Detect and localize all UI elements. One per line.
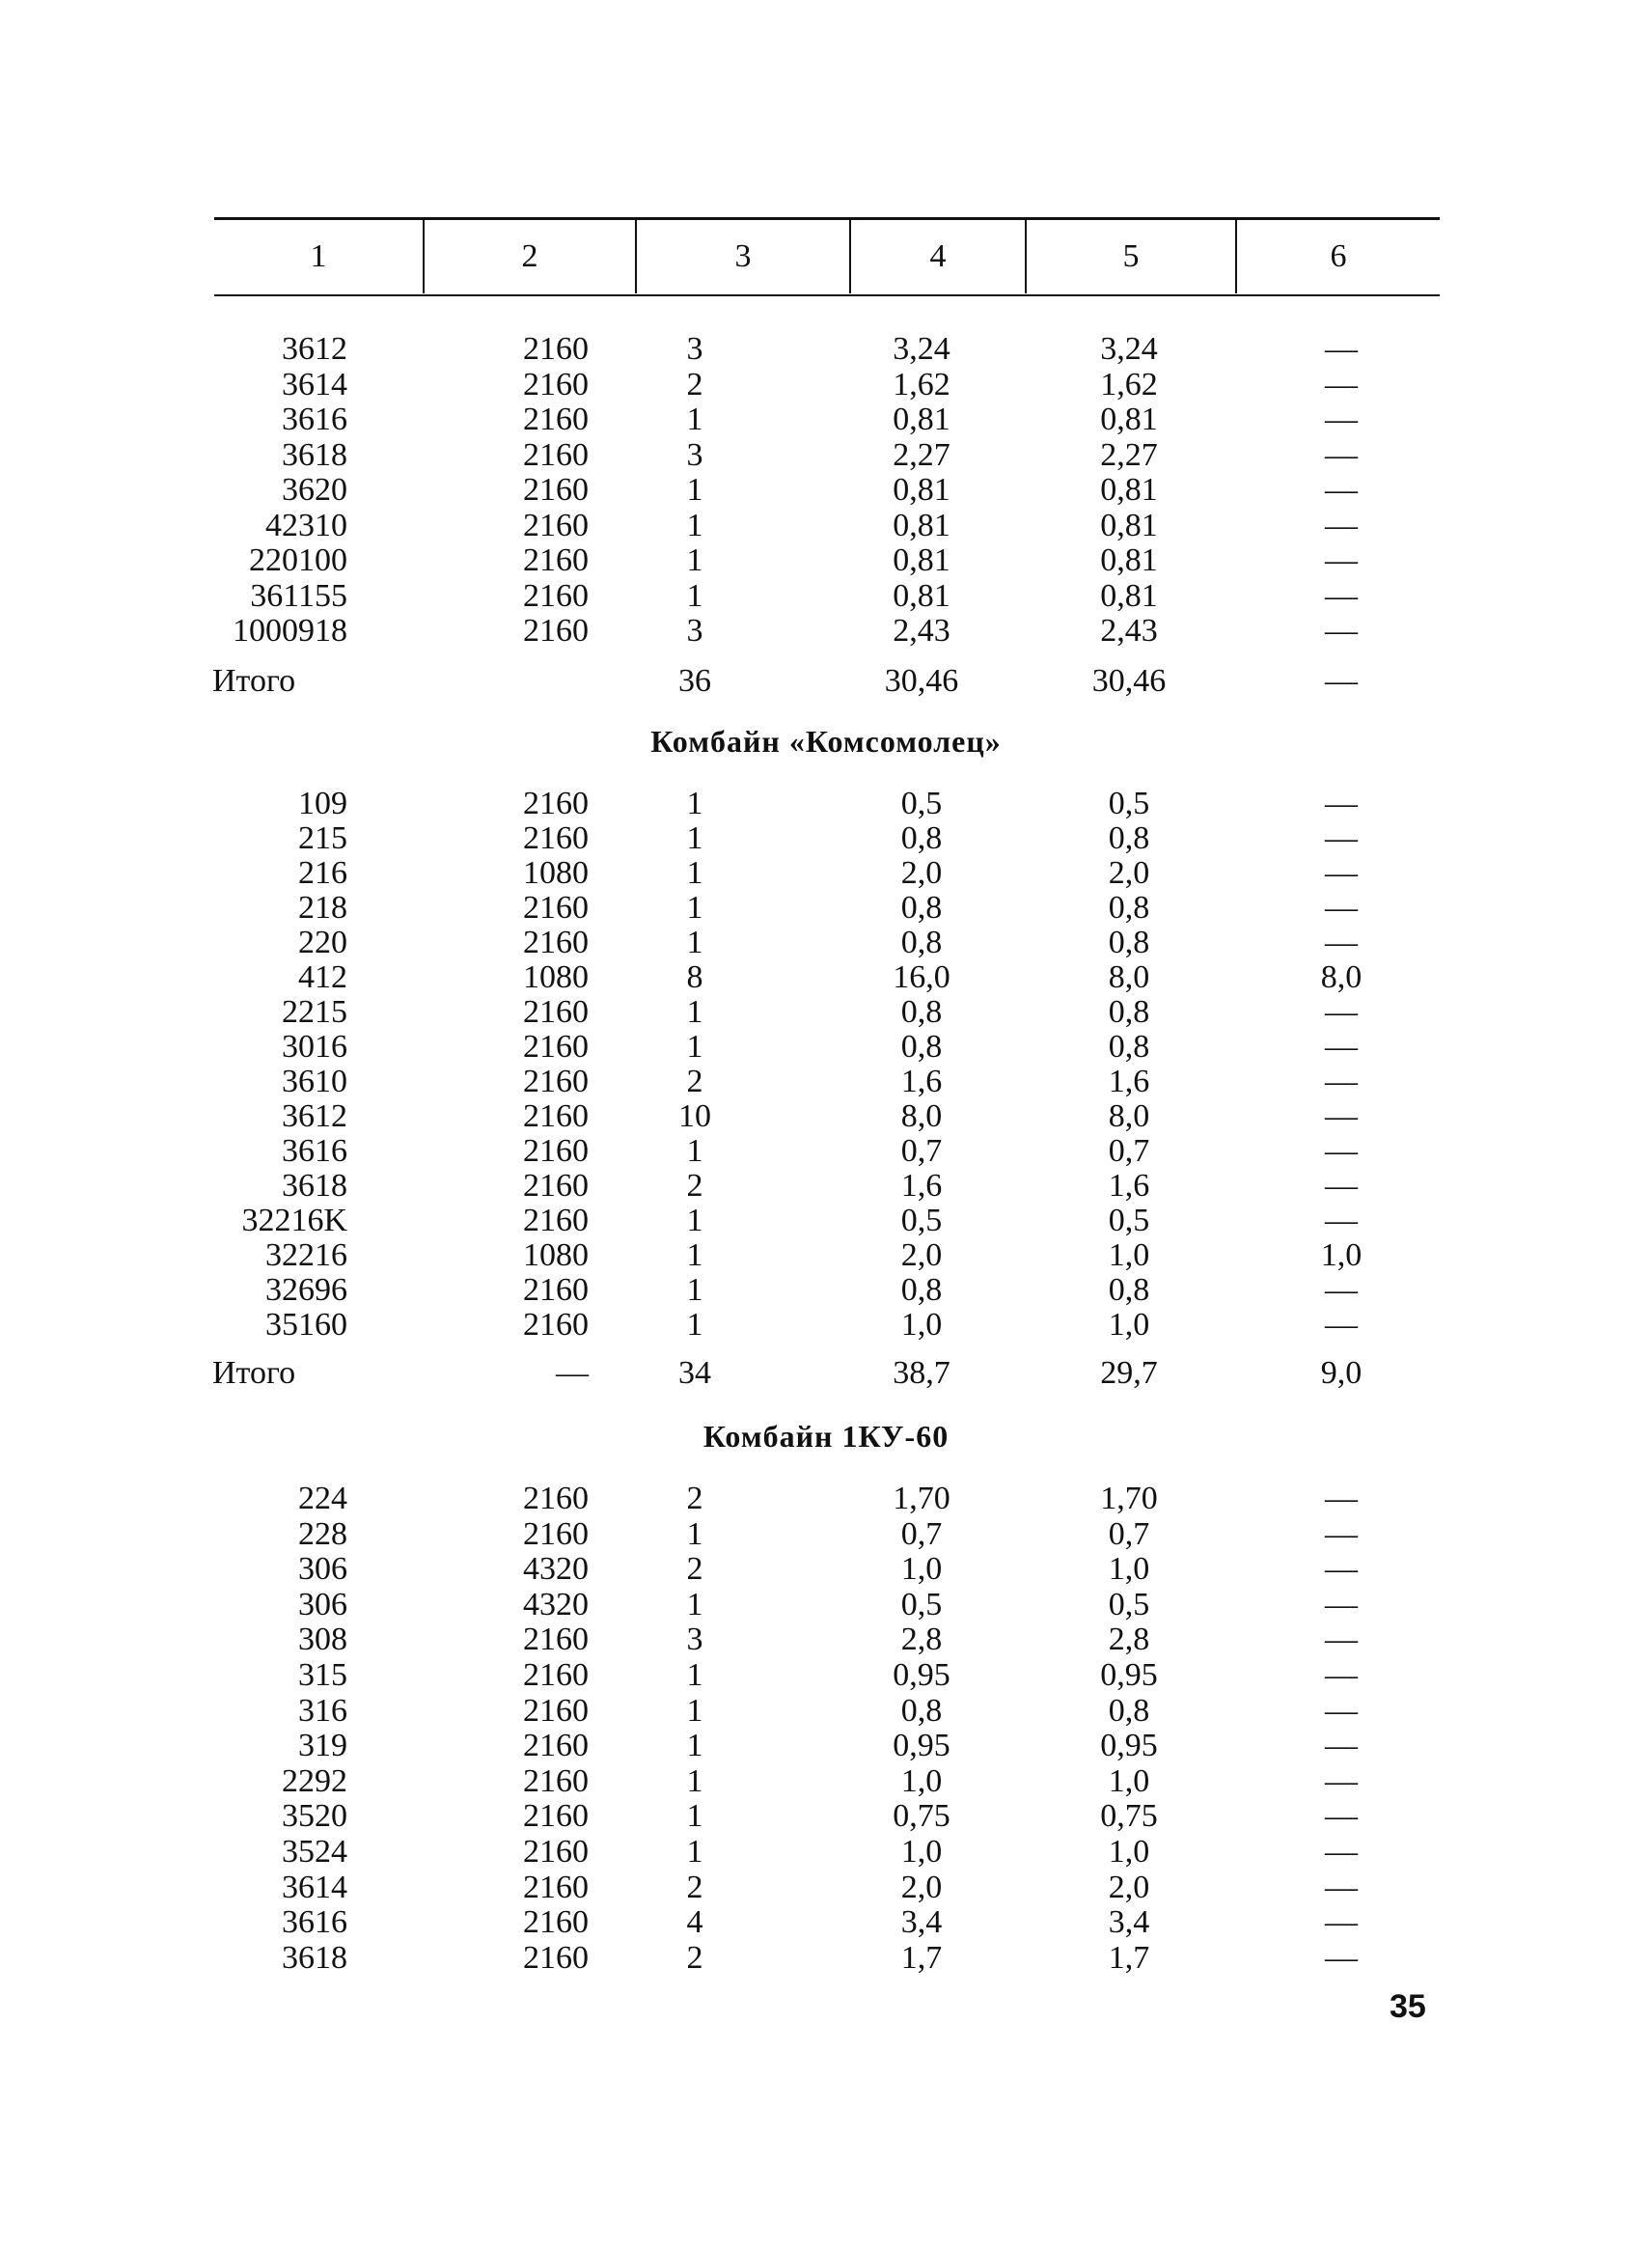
value-part: 0,5 <box>1108 1203 1150 1238</box>
quantity-base: — <box>556 1355 589 1391</box>
count: 10 <box>678 1098 711 1134</box>
value-part: 30,46 <box>1091 663 1167 699</box>
item-code: 3610 <box>282 1064 347 1099</box>
count: 2 <box>686 1939 703 1976</box>
count: 2 <box>686 366 703 402</box>
page-number: 35 <box>1390 1988 1426 2025</box>
value-total: 2,0 <box>900 1237 943 1273</box>
item-code: 319 <box>298 1728 347 1764</box>
value-total: 0,8 <box>900 1272 943 1308</box>
value-extra: — <box>1325 1203 1358 1238</box>
count: 1 <box>686 402 703 437</box>
item-code: 316 <box>298 1692 347 1729</box>
value-total: 2,8 <box>900 1621 943 1658</box>
table-row <box>0 995 1652 1030</box>
count: 2 <box>686 1064 703 1099</box>
quantity-base: 2160 <box>523 1029 589 1065</box>
value-part: 0,5 <box>1108 786 1150 821</box>
value-extra: — <box>1325 820 1358 856</box>
value-part: 0,95 <box>1100 1728 1158 1764</box>
item-code: 306 <box>298 1586 347 1622</box>
quantity-base: 2160 <box>523 1307 589 1343</box>
item-code: 215 <box>298 820 347 856</box>
quantity-base: 2160 <box>523 1064 589 1099</box>
value-total: 1,6 <box>900 1064 943 1099</box>
item-code: 228 <box>298 1515 347 1552</box>
table-row <box>0 926 1652 960</box>
column-header: 5 <box>1122 238 1140 274</box>
quantity-base: 2160 <box>523 1692 589 1729</box>
value-extra: — <box>1325 1307 1358 1343</box>
value-part: 0,81 <box>1100 507 1158 543</box>
value-part: 0,81 <box>1100 472 1158 508</box>
value-total: 3,4 <box>900 1904 943 1941</box>
item-code: 32696 <box>265 1272 347 1308</box>
quantity-base: 2160 <box>523 1481 589 1516</box>
quantity-base: 2160 <box>523 1939 589 1976</box>
quantity-base: 2160 <box>523 1133 589 1169</box>
table-row <box>0 960 1652 995</box>
count: 1 <box>686 1272 703 1308</box>
table-row <box>0 1134 1652 1169</box>
value-extra: — <box>1325 1064 1358 1099</box>
count: 3 <box>686 1621 703 1658</box>
value-extra: — <box>1325 925 1358 960</box>
item-code: 3618 <box>282 1168 347 1204</box>
value-part: 0,75 <box>1100 1798 1158 1835</box>
value-extra: — <box>1325 1621 1358 1658</box>
value-total: 0,95 <box>893 1657 950 1693</box>
value-total: 1,0 <box>900 1762 943 1799</box>
quantity-base: 2160 <box>523 472 589 508</box>
item-code: 32216K <box>241 1203 347 1238</box>
value-total: 2,0 <box>900 855 943 891</box>
value-total: 2,0 <box>900 1869 943 1905</box>
value-extra: — <box>1325 1586 1358 1622</box>
value-extra: — <box>1325 1098 1358 1134</box>
quantity-base: 2160 <box>523 890 589 926</box>
table-row <box>0 1065 1652 1099</box>
quantity-base: 2160 <box>523 542 589 578</box>
table-row <box>0 1941 1652 1976</box>
count: 1 <box>686 1133 703 1169</box>
item-code: 306 <box>298 1551 347 1588</box>
table-row <box>0 1204 1652 1238</box>
item-code: 2215 <box>282 994 347 1030</box>
value-part: 0,95 <box>1100 1657 1158 1693</box>
value-extra: — <box>1325 1133 1358 1169</box>
quantity-base: 4320 <box>523 1551 589 1588</box>
value-part: 2,43 <box>1100 613 1158 649</box>
value-part: 1,62 <box>1100 366 1158 402</box>
value-total: 0,75 <box>893 1798 950 1835</box>
count: 1 <box>686 577 703 614</box>
value-extra: — <box>1325 577 1358 614</box>
quantity-base: 4320 <box>523 1586 589 1622</box>
value-total: 30,46 <box>884 663 959 699</box>
quantity-base: 2160 <box>523 1762 589 1799</box>
value-extra: — <box>1325 1728 1358 1764</box>
quantity-base: 2160 <box>523 1869 589 1905</box>
value-total: 0,95 <box>893 1728 950 1764</box>
value-total: 0,5 <box>900 1586 943 1622</box>
value-part: 0,8 <box>1108 925 1150 960</box>
value-total: 0,8 <box>900 925 943 960</box>
count: 1 <box>686 925 703 960</box>
value-total: 0,81 <box>893 507 950 543</box>
table-row <box>0 1835 1652 1870</box>
table-row <box>0 787 1652 821</box>
item-code: 224 <box>298 1481 347 1516</box>
value-part: 1,7 <box>1108 1939 1150 1976</box>
table-row <box>0 891 1652 926</box>
value-total: 1,7 <box>900 1939 943 1976</box>
value-extra: — <box>1325 1939 1358 1976</box>
quantity-base: 2160 <box>523 1272 589 1308</box>
value-extra: 1,0 <box>1320 1237 1363 1273</box>
section-c-title: Комбайн 1КУ-60 <box>702 1419 950 1454</box>
value-part: 1,6 <box>1108 1064 1150 1099</box>
quantity-base: 1080 <box>523 959 589 995</box>
quantity-base: 2160 <box>523 1168 589 1204</box>
value-extra: — <box>1325 1904 1358 1941</box>
item-code: 35160 <box>265 1307 347 1343</box>
value-part: 1,6 <box>1108 1168 1150 1204</box>
count: 1 <box>686 1762 703 1799</box>
column-header: 1 <box>310 238 327 274</box>
count: 1 <box>686 1692 703 1729</box>
value-total: 0,81 <box>893 542 950 578</box>
count: 3 <box>686 331 703 367</box>
column-header: 4 <box>929 238 947 274</box>
value-total: 0,7 <box>900 1515 943 1552</box>
count: 2 <box>686 1481 703 1516</box>
count: 3 <box>686 436 703 473</box>
value-extra: 8,0 <box>1320 959 1363 995</box>
total-label: Итого <box>212 663 296 699</box>
quantity-base: 1080 <box>523 1237 589 1273</box>
item-code: 1000918 <box>233 613 347 649</box>
value-part: 0,8 <box>1108 994 1150 1030</box>
value-part: 0,8 <box>1108 890 1150 926</box>
value-total: 1,0 <box>900 1834 943 1870</box>
value-part: 1,0 <box>1108 1551 1150 1588</box>
quantity-base: 2160 <box>523 577 589 614</box>
count: 1 <box>686 507 703 543</box>
table-row <box>0 856 1652 891</box>
count: 1 <box>686 472 703 508</box>
value-total: 0,8 <box>900 1692 943 1729</box>
quantity-base: 1080 <box>523 855 589 891</box>
value-extra: — <box>1325 1551 1358 1588</box>
value-extra: — <box>1325 1692 1358 1729</box>
item-code: 3616 <box>282 1133 347 1169</box>
table-row <box>0 1169 1652 1204</box>
value-part: 29,7 <box>1100 1355 1158 1391</box>
item-code: 3612 <box>282 331 347 367</box>
quantity-base: 2160 <box>523 366 589 402</box>
value-extra: 9,0 <box>1320 1355 1363 1391</box>
value-extra: — <box>1325 1272 1358 1308</box>
value-total: 0,81 <box>893 402 950 437</box>
item-code: 3520 <box>282 1798 347 1835</box>
value-part: 0,8 <box>1108 1029 1150 1065</box>
count: 36 <box>678 663 711 699</box>
value-part: 0,5 <box>1108 1586 1150 1622</box>
value-extra: — <box>1325 890 1358 926</box>
column-header: 3 <box>734 238 752 274</box>
column-header: 2 <box>521 238 538 274</box>
value-part: 8,0 <box>1108 959 1150 995</box>
count: 1 <box>686 1728 703 1764</box>
value-part: 0,81 <box>1100 542 1158 578</box>
total-row <box>0 664 1652 699</box>
item-code: 3612 <box>282 1098 347 1134</box>
value-extra: — <box>1325 436 1358 473</box>
quantity-base: 2160 <box>523 1728 589 1764</box>
value-extra: — <box>1325 786 1358 821</box>
quantity-base: 2160 <box>523 507 589 543</box>
item-code: 3616 <box>282 402 347 437</box>
table-row <box>0 1871 1652 1905</box>
item-code: 3618 <box>282 436 347 473</box>
table-row <box>0 332 1652 367</box>
value-total: 0,8 <box>900 1029 943 1065</box>
item-code: 220 <box>298 925 347 960</box>
value-part: 3,24 <box>1100 331 1158 367</box>
quantity-base: 2160 <box>523 1834 589 1870</box>
value-total: 0,8 <box>900 820 943 856</box>
count: 3 <box>686 613 703 649</box>
count: 1 <box>686 1798 703 1835</box>
value-extra: — <box>1325 542 1358 578</box>
value-extra: — <box>1325 1168 1358 1204</box>
value-extra: — <box>1325 1869 1358 1905</box>
table-row <box>0 402 1652 437</box>
table-row <box>0 1099 1652 1134</box>
table-row <box>0 1658 1652 1693</box>
table-row <box>0 438 1652 473</box>
quantity-base: 2160 <box>523 1098 589 1134</box>
item-code: 3620 <box>282 472 347 508</box>
quantity-base: 2160 <box>523 436 589 473</box>
table-row <box>0 579 1652 614</box>
table-row <box>0 1238 1652 1273</box>
quantity-base: 2160 <box>523 331 589 367</box>
value-total: 8,0 <box>900 1098 943 1134</box>
table-row <box>0 1552 1652 1587</box>
quantity-base: 2160 <box>523 1798 589 1835</box>
item-code: 32216 <box>265 1237 347 1273</box>
table-row <box>0 1729 1652 1763</box>
item-code: 3016 <box>282 1029 347 1065</box>
item-code: 361155 <box>250 577 347 614</box>
value-extra: — <box>1325 331 1358 367</box>
value-total: 0,5 <box>900 1203 943 1238</box>
value-extra: — <box>1325 507 1358 543</box>
item-code: 412 <box>298 959 347 995</box>
value-part: 0,7 <box>1108 1515 1150 1552</box>
item-code: 216 <box>298 855 347 891</box>
value-extra: — <box>1325 402 1358 437</box>
value-part: 0,7 <box>1108 1133 1150 1169</box>
value-extra: — <box>1325 994 1358 1030</box>
count: 1 <box>686 1237 703 1273</box>
value-part: 3,4 <box>1108 1904 1150 1941</box>
table-row <box>0 1588 1652 1622</box>
value-total: 2,43 <box>893 613 950 649</box>
value-extra: — <box>1325 366 1358 402</box>
value-total: 2,27 <box>893 436 950 473</box>
table-row <box>0 368 1652 402</box>
table-row <box>0 821 1652 856</box>
value-part: 1,0 <box>1108 1762 1150 1799</box>
count: 1 <box>686 1029 703 1065</box>
count: 2 <box>686 1551 703 1588</box>
value-total: 0,5 <box>900 786 943 821</box>
item-code: 2292 <box>282 1762 347 1799</box>
value-extra: — <box>1325 663 1358 699</box>
value-total: 0,81 <box>893 577 950 614</box>
count: 1 <box>686 1586 703 1622</box>
table-row <box>0 1694 1652 1729</box>
value-total: 38,7 <box>893 1355 950 1391</box>
count: 34 <box>678 1355 711 1391</box>
value-total: 1,0 <box>900 1551 943 1588</box>
value-extra: — <box>1325 1481 1358 1516</box>
item-code: 220100 <box>249 542 347 578</box>
value-total: 0,8 <box>900 890 943 926</box>
value-total: 1,0 <box>900 1307 943 1343</box>
item-code: 42310 <box>265 507 347 543</box>
table-row <box>0 614 1652 649</box>
quantity-base: 2160 <box>523 1621 589 1658</box>
value-part: 1,0 <box>1108 1307 1150 1343</box>
item-code: 308 <box>298 1621 347 1658</box>
table-row <box>0 1308 1652 1343</box>
value-extra: — <box>1325 1834 1358 1870</box>
item-code: 315 <box>298 1657 347 1693</box>
count: 4 <box>686 1904 703 1941</box>
quantity-base: 2160 <box>523 820 589 856</box>
count: 1 <box>686 820 703 856</box>
value-part: 1,70 <box>1100 1481 1158 1516</box>
item-code: 3614 <box>282 1869 347 1905</box>
column-header: 6 <box>1330 238 1347 274</box>
count: 1 <box>686 1307 703 1343</box>
value-extra: — <box>1325 1515 1358 1552</box>
value-part: 1,0 <box>1108 1237 1150 1273</box>
value-total: 0,7 <box>900 1133 943 1169</box>
value-part: 0,8 <box>1108 1272 1150 1308</box>
quantity-base: 2160 <box>523 1904 589 1941</box>
value-part: 1,0 <box>1108 1834 1150 1870</box>
table-row <box>0 1030 1652 1065</box>
table-row <box>0 1622 1652 1657</box>
table-row <box>0 1905 1652 1940</box>
quantity-base: 2160 <box>523 1515 589 1552</box>
count: 1 <box>686 890 703 926</box>
count: 1 <box>686 1834 703 1870</box>
value-part: 0,81 <box>1100 577 1158 614</box>
quantity-base: 2160 <box>523 402 589 437</box>
value-extra: — <box>1325 855 1358 891</box>
item-code: 3524 <box>282 1834 347 1870</box>
value-part: 8,0 <box>1108 1098 1150 1134</box>
value-total: 0,81 <box>893 472 950 508</box>
value-total: 0,8 <box>900 994 943 1030</box>
table-row <box>0 473 1652 508</box>
table-row <box>0 543 1652 578</box>
count: 8 <box>686 959 703 995</box>
value-part: 2,0 <box>1108 855 1150 891</box>
value-total: 3,24 <box>893 331 950 367</box>
value-part: 0,81 <box>1100 402 1158 437</box>
value-part: 2,27 <box>1100 436 1158 473</box>
quantity-base: 2160 <box>523 786 589 821</box>
quantity-base: 2160 <box>523 1657 589 1693</box>
value-extra: — <box>1325 1798 1358 1835</box>
quantity-base: 2160 <box>523 1203 589 1238</box>
value-total: 16,0 <box>893 959 950 995</box>
section-b-title: Комбайн «Комсомолец» <box>650 724 1002 759</box>
item-code: 109 <box>298 786 347 821</box>
table-row <box>0 1799 1652 1834</box>
item-code: 3614 <box>282 366 347 402</box>
table-header <box>0 220 1652 293</box>
count: 1 <box>686 1203 703 1238</box>
count: 1 <box>686 542 703 578</box>
count: 1 <box>686 994 703 1030</box>
item-code: 218 <box>298 890 347 926</box>
count: 1 <box>686 786 703 821</box>
value-total: 1,62 <box>893 366 950 402</box>
value-extra: — <box>1325 1762 1358 1799</box>
value-extra: — <box>1325 613 1358 649</box>
table-row <box>0 1273 1652 1308</box>
quantity-base: 2160 <box>523 613 589 649</box>
value-extra: — <box>1325 472 1358 508</box>
table-row <box>0 509 1652 543</box>
count: 2 <box>686 1168 703 1204</box>
value-total: 1,70 <box>893 1481 950 1516</box>
value-total: 1,6 <box>900 1168 943 1204</box>
count: 1 <box>686 1515 703 1552</box>
table-header-bottom-rule <box>214 294 1440 296</box>
total-row <box>0 1356 1652 1391</box>
table-row <box>0 1764 1652 1799</box>
quantity-base: 2160 <box>523 925 589 960</box>
count: 1 <box>686 1657 703 1693</box>
value-part: 2,0 <box>1108 1869 1150 1905</box>
count: 2 <box>686 1869 703 1905</box>
item-code: 3618 <box>282 1939 347 1976</box>
value-part: 0,8 <box>1108 820 1150 856</box>
table-row <box>0 1517 1652 1552</box>
table-row <box>0 1482 1652 1516</box>
value-extra: — <box>1325 1657 1358 1693</box>
count: 1 <box>686 855 703 891</box>
value-part: 0,8 <box>1108 1692 1150 1729</box>
value-part: 2,8 <box>1108 1621 1150 1658</box>
item-code: 3616 <box>282 1904 347 1941</box>
quantity-base: 2160 <box>523 994 589 1030</box>
total-label: Итого <box>212 1355 296 1391</box>
value-extra: — <box>1325 1029 1358 1065</box>
